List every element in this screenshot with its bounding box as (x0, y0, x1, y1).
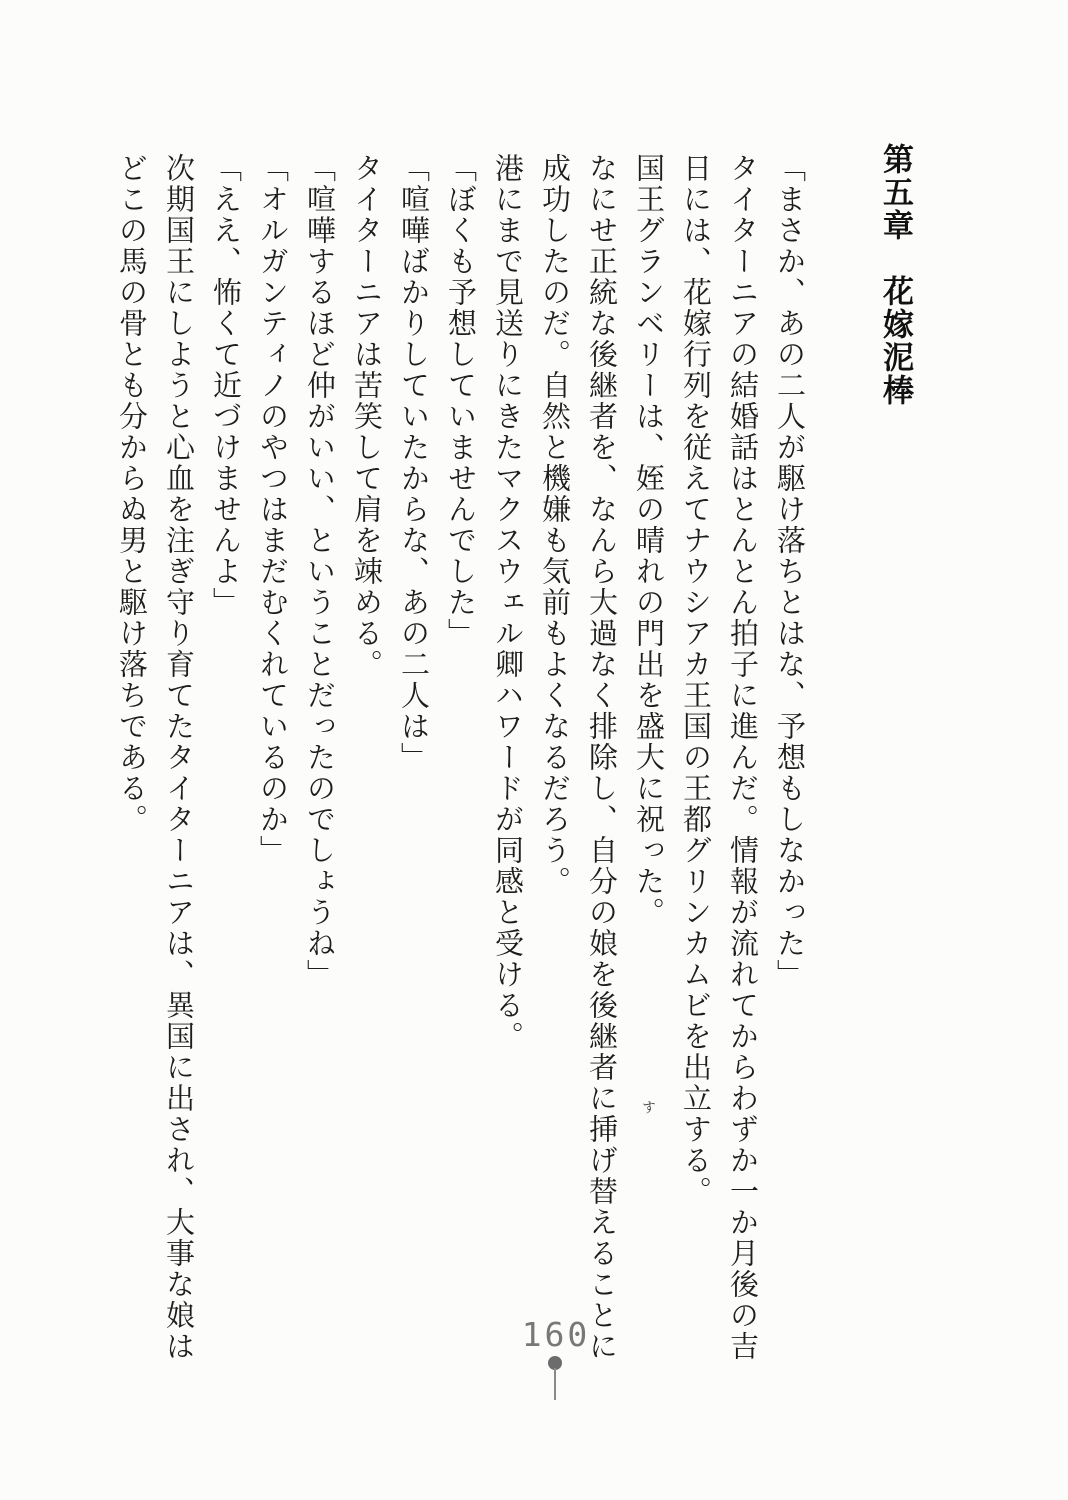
text-column: タイターニアは苦笑して肩を竦める。 (350, 153, 384, 680)
text-column: 「喧嘩ばかりしていたからな、あの二人は」 (397, 153, 431, 773)
text-column: 成功したのだ。自然と機嫌も気前もよくなるだろう。 (538, 153, 572, 897)
page-number: 160 (521, 1315, 591, 1354)
text-column: 日には、花嫁行列を従えてナウシアカ王国の王都グリンカムビを出立する。 (679, 153, 713, 1207)
text-column: 「ぼくも予想していませんでした」 (444, 153, 478, 649)
text-column: 「オルガンティノのやつはまだむくれているのか」 (256, 153, 290, 866)
text-column: タイターニアの結婚話はとんとん拍子に進んだ。情報が流れてからわずか一か月後の吉 (726, 153, 760, 1362)
text-column: 「まさか、あの二人が駆け落ちとはな、予想もしなかった」 (773, 153, 807, 990)
page-content (108, 143, 918, 1368)
text-column: なにせ正統な後継者を、なんら大過なく排除し、自分の娘を後継者に挿げ替えることに (585, 153, 619, 1362)
text-column: どこの馬の骨とも分からぬ男と駆け落ちである。 (115, 153, 149, 835)
body-text (108, 143, 813, 1368)
text-column: 「ええ、怖くて近づけませんよ」 (209, 153, 243, 618)
furigana-annotation: す (640, 1100, 656, 1114)
text-column: 次期国王にしようと心血を注ぎ守り育てたタイターニアは、異国に出され、大事な娘は (162, 153, 196, 1362)
text-column: 「喧嘩するほど仲がいい、ということだったのでしょうね」 (303, 153, 337, 990)
text-column: 港にまで見送りにきたマクスウェル卿ハワードが同感と受ける。 (491, 153, 525, 1052)
chapter-title: 第五章 花嫁泥棒 (877, 143, 913, 407)
page-footer (0, 1315, 1068, 1500)
footer-line-ornament (554, 1368, 556, 1400)
text-column: 国王グランベリーは、姪の晴れの門出を盛大に祝った。 (632, 153, 666, 928)
